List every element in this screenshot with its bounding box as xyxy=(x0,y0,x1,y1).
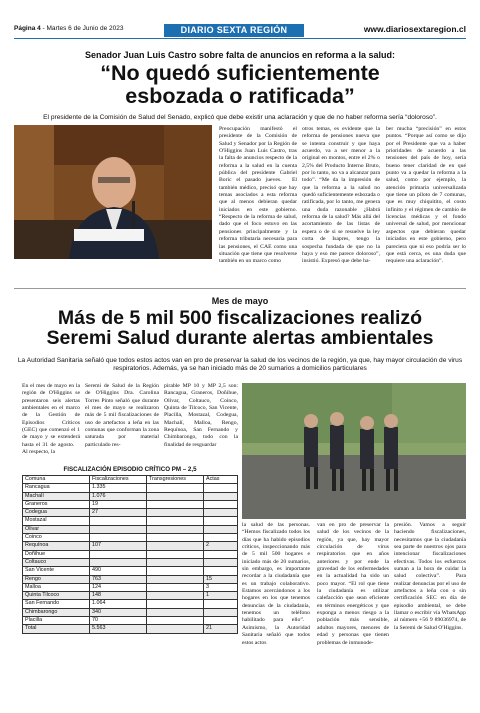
article1-deck: El presidente de la Comisión de Salud del Senado, explicó que debe existir una aclaración y que de no haber reforma sería “doloroso”. xyxy=(43,114,437,121)
table-row xyxy=(23,567,238,575)
header-rule xyxy=(14,38,466,39)
inspection-team-photo xyxy=(242,383,466,519)
table-header-row xyxy=(23,476,238,484)
table-cell: 2 xyxy=(204,542,238,550)
article2-col5: van en pro de preservar la salud de los vecinos de la región, ya que, hay mayor circulación de virus respiratorios que en años anteriores y por ende la gravedad de los enfermedades en la actualidad ha sido un poco mayor. “El rol que tiene la ciudadanía es utilizar calefacción que sean eficiente en términos energéticos y que exponga a menos riesgo a la población más sensible, adultos mayores, menores de edad y personas que tienen problemas de inmunode- xyxy=(317,522,389,646)
table-cell xyxy=(147,592,204,600)
table-cell: Coltauco xyxy=(23,558,90,566)
table-cell: 21 xyxy=(204,625,238,633)
table-cell: 19 xyxy=(90,500,147,508)
table-cell: 124 xyxy=(90,583,147,591)
table-cell: Chimbarongo xyxy=(23,608,90,616)
table-cell xyxy=(90,517,147,525)
article2-col4: la salud de las personas. “Hemos fiscalizado todos los días que ha habido episodios críticos, inspeccionando más de 5 mil 500 hogares e iniciado más de 20 sumarios, sin embargo, es importante recordar a la ciudadanía que es un trabajo colaborativo. Estamos acercándonos a los hogares en los que tenemos denuncias de la ciudadanía, tenemos un teléfono habilitado para ello”. Asimismo, la Autoridad Sanitaria señaló que todos estos actos xyxy=(242,522,310,646)
table-row xyxy=(23,592,238,600)
table-cell: 490 xyxy=(90,567,147,575)
table-cell: Rengo xyxy=(23,575,90,583)
table-cell xyxy=(204,550,238,558)
column-header: Comuna xyxy=(23,476,90,484)
page-header xyxy=(14,24,466,38)
table-cell: 70 xyxy=(90,617,147,625)
table-cell: 763 xyxy=(90,575,147,583)
table-cell xyxy=(90,534,147,542)
table-row xyxy=(23,534,238,542)
page-date-line: Página 4 - Martes 6 de Junio de 2023 xyxy=(14,25,124,32)
table-cell: Doñihue xyxy=(23,550,90,558)
table-cell: Requínoa xyxy=(23,542,90,550)
article2-col2: Seremi de Salud de la Región de O'Higgins Dra. Carolina Torres Pinto señaló que durante el mes de mayo se realizaron más de 5 mil fiscalizaciones de uso de artefactos a leña en las comunas que conforman la zona saturada por material particulado res- xyxy=(85,383,159,448)
article2-kicker: Mes de mayo xyxy=(211,296,269,306)
article2-col6: presión. Vamos a seguir haciendo fiscalizaciones, necesitamos que la ciudadanía sea parte de nuestros ojos para intencionar fiscalizaciones efectivas. Todos los esfuerzos suman a la hora de cuidar la salud colectiva”. Para realizar denuncias por el uso de artefactos a leña con o sin certificación SEC en día de episodio ambiental, se debe llamar o escribir vía WhatsApp al número +56 9 89036974, de la Seremi de Salud O'Higgins. xyxy=(394,522,466,631)
table-cell: Quinta Tilcoco xyxy=(23,592,90,600)
table-cell: 27 xyxy=(90,509,147,517)
table-cell: 5.563 xyxy=(90,625,147,633)
table-cell: 1.335 xyxy=(90,484,147,492)
table-cell: Mostazal xyxy=(23,517,90,525)
table-cell xyxy=(204,534,238,542)
article1-col2: otros temas, es evidente que la reforma de pensiones nueva que se intenta construir y que haya acuerdo, va a ser menor a la original en montos, entre el 2% o 2,5% del Producto Interno Bruto, por lo tanto, no va a alcanzar para todo”. “Me da la impresión de que la reforma a la salud no quedó suficientemente esbozada o ratificada, por lo tanto, me genera una duda razonable ¿Habrá reforma de la salud? Más allá del acortamiento de las listas de espera o de si se resuelve la ley corta de Isapres, tengo la sospecha fundada de que no la haya y eso me parece doloroso”, insistió. Expresó que debe ha- xyxy=(302,126,380,265)
table-cell xyxy=(204,492,238,500)
table-row xyxy=(23,625,238,633)
table-cell xyxy=(147,534,204,542)
article1-headline: “No quedó suficientemente esbozada o ratificada” xyxy=(100,61,380,108)
table-cell: 1.076 xyxy=(90,492,147,500)
table-row xyxy=(23,500,238,508)
table-cell: San Fernando xyxy=(23,600,90,608)
table-cell xyxy=(204,608,238,616)
table-cell xyxy=(90,550,147,558)
table-cell: 15 xyxy=(204,575,238,583)
article2-col3: pirable MP 10 y MP 2,5 son: Rancagua, Graneros, Doñihue, Olivar, Coltauco, Coinco, Quinta de Tilcoco, San Vicente, Placilla, Mostazal, Codegua, Machalí, Malloa, Rengo, Requínoa, San Fernando y Chimbarongo, todo con la finalidad de resguardar xyxy=(164,383,238,448)
table-row xyxy=(23,558,238,566)
column-header: Fiscalizaciones xyxy=(90,476,147,484)
table-cell xyxy=(204,509,238,517)
table-cell xyxy=(147,542,204,550)
table-cell xyxy=(204,525,238,533)
website: www.diariosextaregion.cl xyxy=(363,24,466,34)
table-cell xyxy=(147,575,204,583)
table-row xyxy=(23,550,238,558)
column-header: Transgresiones xyxy=(147,476,204,484)
table-cell xyxy=(147,484,204,492)
table-title: FISCALIZACIÓN EPISODIO CRÍTICO PM – 2,5 xyxy=(63,466,197,473)
table-cell xyxy=(204,558,238,566)
table-cell: 107 xyxy=(90,542,147,550)
table-row xyxy=(23,583,238,591)
table-cell xyxy=(204,517,238,525)
masthead: DIARIO SEXTA REGIÓN xyxy=(164,24,304,37)
table-cell: Machalí xyxy=(23,492,90,500)
table-cell xyxy=(204,567,238,575)
table-row xyxy=(23,517,238,525)
table-row xyxy=(23,542,238,550)
table-cell: 340 xyxy=(90,608,147,616)
table-row xyxy=(23,525,238,533)
table-cell xyxy=(147,617,204,625)
fiscalization-table xyxy=(22,475,238,634)
table-cell xyxy=(204,600,238,608)
article2-col1: En el mes de mayo en la región de O'Higgins se presentaron seis alertas ambientales en el marco de la Gestión de Episodios Críticos (GEC) que comenzó el 1 de mayo y se extenderá hasta el 31 de agosto. Al respecto, la xyxy=(22,383,80,456)
table-cell xyxy=(204,500,238,508)
article2-deck: La Autoridad Sanitaria señaló que todos estos actos van en pro de preservar la salud de los vecinos de la región, ya que, hay mayor circulación de virus respiratorios. Además, ya se han iniciado más de 20 sumarios a domicilios particulares xyxy=(17,357,463,372)
table-cell xyxy=(90,558,147,566)
table-cell: 148 xyxy=(90,592,147,600)
table-row xyxy=(23,492,238,500)
table-cell: Graneros xyxy=(23,500,90,508)
table-row xyxy=(23,608,238,616)
table-cell xyxy=(147,492,204,500)
table-cell xyxy=(147,550,204,558)
column-header: Actas xyxy=(204,476,238,484)
article1-kicker: Senador Juan Luis Castro sobre falta de anuncios en reforma a la salud: xyxy=(84,50,396,60)
table-row xyxy=(23,617,238,625)
table-cell xyxy=(90,525,147,533)
table-cell xyxy=(147,525,204,533)
article1-col3: ber mucha “precisión” en estos puntos. “Porque así como se dijo por el Presidente que va a haber prioridades de acuerdo a las tensiones del país de hoy, sería bueno tener claridad de en qué punto va a quedar la reforma a la salud, como por ejemplo, la atención primaria universalizada que tiene un piloto de 7 comunas, que es muy chiquitito, el costo infinito y el régimen de cambio de licencias médicas y el fondo universal de salud, por mencionar aspectos que debieran quedar iniciados en este gobierno, pero pareciera que ni eso podría ser lo que está cerca, es una duda que requiere una aclaración”. xyxy=(386,126,466,265)
table-cell xyxy=(147,567,204,575)
senator-photo xyxy=(14,125,212,259)
table-cell: Codegua xyxy=(23,509,90,517)
table-cell: Olivar xyxy=(23,525,90,533)
table-cell xyxy=(147,625,204,633)
table-cell xyxy=(147,517,204,525)
table-cell: 1 xyxy=(204,592,238,600)
table-cell xyxy=(204,484,238,492)
table-cell: Placilla xyxy=(23,617,90,625)
section-divider xyxy=(14,288,466,289)
table-row xyxy=(23,484,238,492)
table-cell xyxy=(204,617,238,625)
table-cell xyxy=(147,558,204,566)
table-cell xyxy=(147,500,204,508)
table-cell xyxy=(147,600,204,608)
article2-headline: Más de 5 mil 500 fiscalizaciones realizó Seremi Salud durante alertas ambientales xyxy=(46,307,434,350)
table-row xyxy=(23,575,238,583)
table-cell xyxy=(147,509,204,517)
table-row xyxy=(23,600,238,608)
table-cell: 1.064 xyxy=(90,600,147,608)
article1-col1: Preocupación manifestó el presidente de la Comisión de Salud y Senador por la Región de O'Higgins Juan Luis Castro, tras la falta de anuncios respecto de la reforma a la salud en la cuenta pública del presidente Gabriel Boric el pasado jueves. El también médico, precisó que hay temas asociados a esta reforma que al menos debieran quedar iniciados en este gobierno. “Respecto de la reforma de salud, dado que el foco estuvo en las pensiones principalmente y la reforma tributaria necesaria para las pensiones, el CAE como una situación que tiene que resolverse también en un marco como xyxy=(219,126,297,265)
table-cell xyxy=(147,583,204,591)
table-cell: Rancagua xyxy=(23,484,90,492)
table-cell: 3 xyxy=(204,583,238,591)
table-row xyxy=(23,509,238,517)
table-cell: San Vicente xyxy=(23,567,90,575)
table-cell: Total xyxy=(23,625,90,633)
table-cell xyxy=(147,608,204,616)
table-cell: Coinco xyxy=(23,534,90,542)
table-cell: Malloa xyxy=(23,583,90,591)
